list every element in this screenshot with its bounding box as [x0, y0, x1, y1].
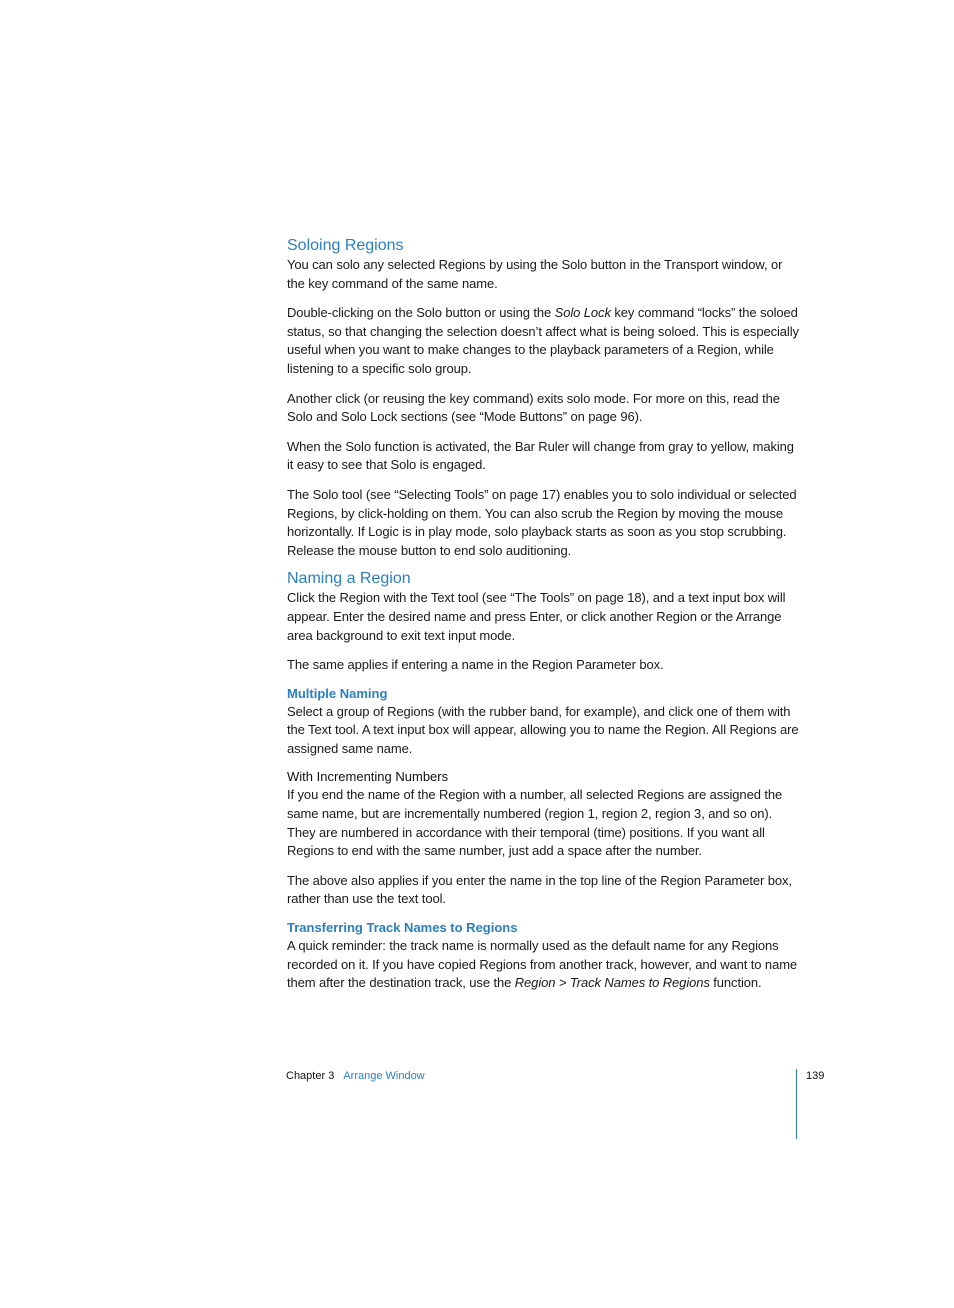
section-heading-soloing-regions: Soloing Regions	[287, 237, 404, 254]
paragraph	[287, 304, 799, 378]
italic-term: Region > Track Names to Regions	[514, 975, 710, 991]
footer-chapter-title: Arrange Window	[343, 1070, 425, 1082]
paragraph: Select a group of Regions (with the rubber band, for example), and click one of them with the Text tool. A text input box will appear, allowing you to name the Region. All Regions are assigned same name.	[287, 703, 799, 756]
paragraph: Another click (or reusing the key command) exits solo mode. For more on this, read the Solo and Solo Lock sections (see “Mode Buttons” on page 96).	[287, 390, 780, 425]
paragraph: The same applies if entering a name in the Region Parameter box.	[287, 657, 664, 673]
paragraph: Click the Region with the Text tool (see “The Tools” on page 18), and a text input box will appear. Enter the desired name and press Enter, or click another Region or the Arrange area background to exit text input mode.	[287, 590, 786, 643]
subsection-heading-transferring-track-names: Transferring Track Names to Regions	[287, 920, 518, 936]
page-number: 139	[806, 1070, 825, 1082]
page-footer	[286, 1070, 425, 1082]
footer-divider	[796, 1069, 797, 1139]
paragraph: When the Solo function is activated, the Bar Ruler will change from gray to yellow, making it easy to see that Solo is engaged.	[287, 438, 794, 473]
text-run: Double-clicking on the Solo button or using the	[287, 305, 555, 321]
footer-chapter: Chapter 3	[286, 1070, 335, 1082]
subsection-heading-multiple-naming: Multiple Naming	[287, 685, 388, 701]
paragraph: If you end the name of the Region with a number, all selected Regions are assigned the same name, but are incrementally numbered (region 1, region 2, region 3, and so on). They are numbered in accordance with their temporal (time) positions. If you want all Regions to end with the same number, just add a space after the number.	[287, 787, 783, 859]
paragraph: The Solo tool (see “Selecting Tools” on page 17) enables you to solo individual or selected Regions, by click-holding on them. You can also scrub the Region by moving the mouse horizontally. If Logic is in play mode, solo playback starts as soon as you stop scrubbing. Release the mouse button to end solo auditioning.	[287, 486, 797, 558]
paragraph	[287, 937, 799, 993]
page-content	[287, 236, 799, 993]
italic-term: Solo Lock	[554, 305, 611, 321]
text-run: A quick reminder: the track name is normally used as the default name for any Regions recorded on it. If you have copied Regions from another track, however, and want to name them after the destination track, use the	[287, 938, 798, 991]
text-run: function.	[709, 975, 762, 991]
section-heading-naming-a-region: Naming a Region	[287, 570, 411, 588]
paragraph: You can solo any selected Regions by using the Solo button in the Transport window, or the key command of the same name.	[287, 257, 783, 291]
subsubsection-heading-incrementing-numbers: With Incrementing Numbers	[287, 769, 449, 785]
paragraph: The above also applies if you enter the name in the top line of the Region Parameter box, rather than use the text tool.	[287, 872, 792, 907]
text-run: key command “locks” the soloed status, so that changing the selection doesn’t affect what is being soloed. This is especially useful when you want to make changes to the playback parameters of a Region, while listening to a specific solo group.	[287, 305, 799, 376]
